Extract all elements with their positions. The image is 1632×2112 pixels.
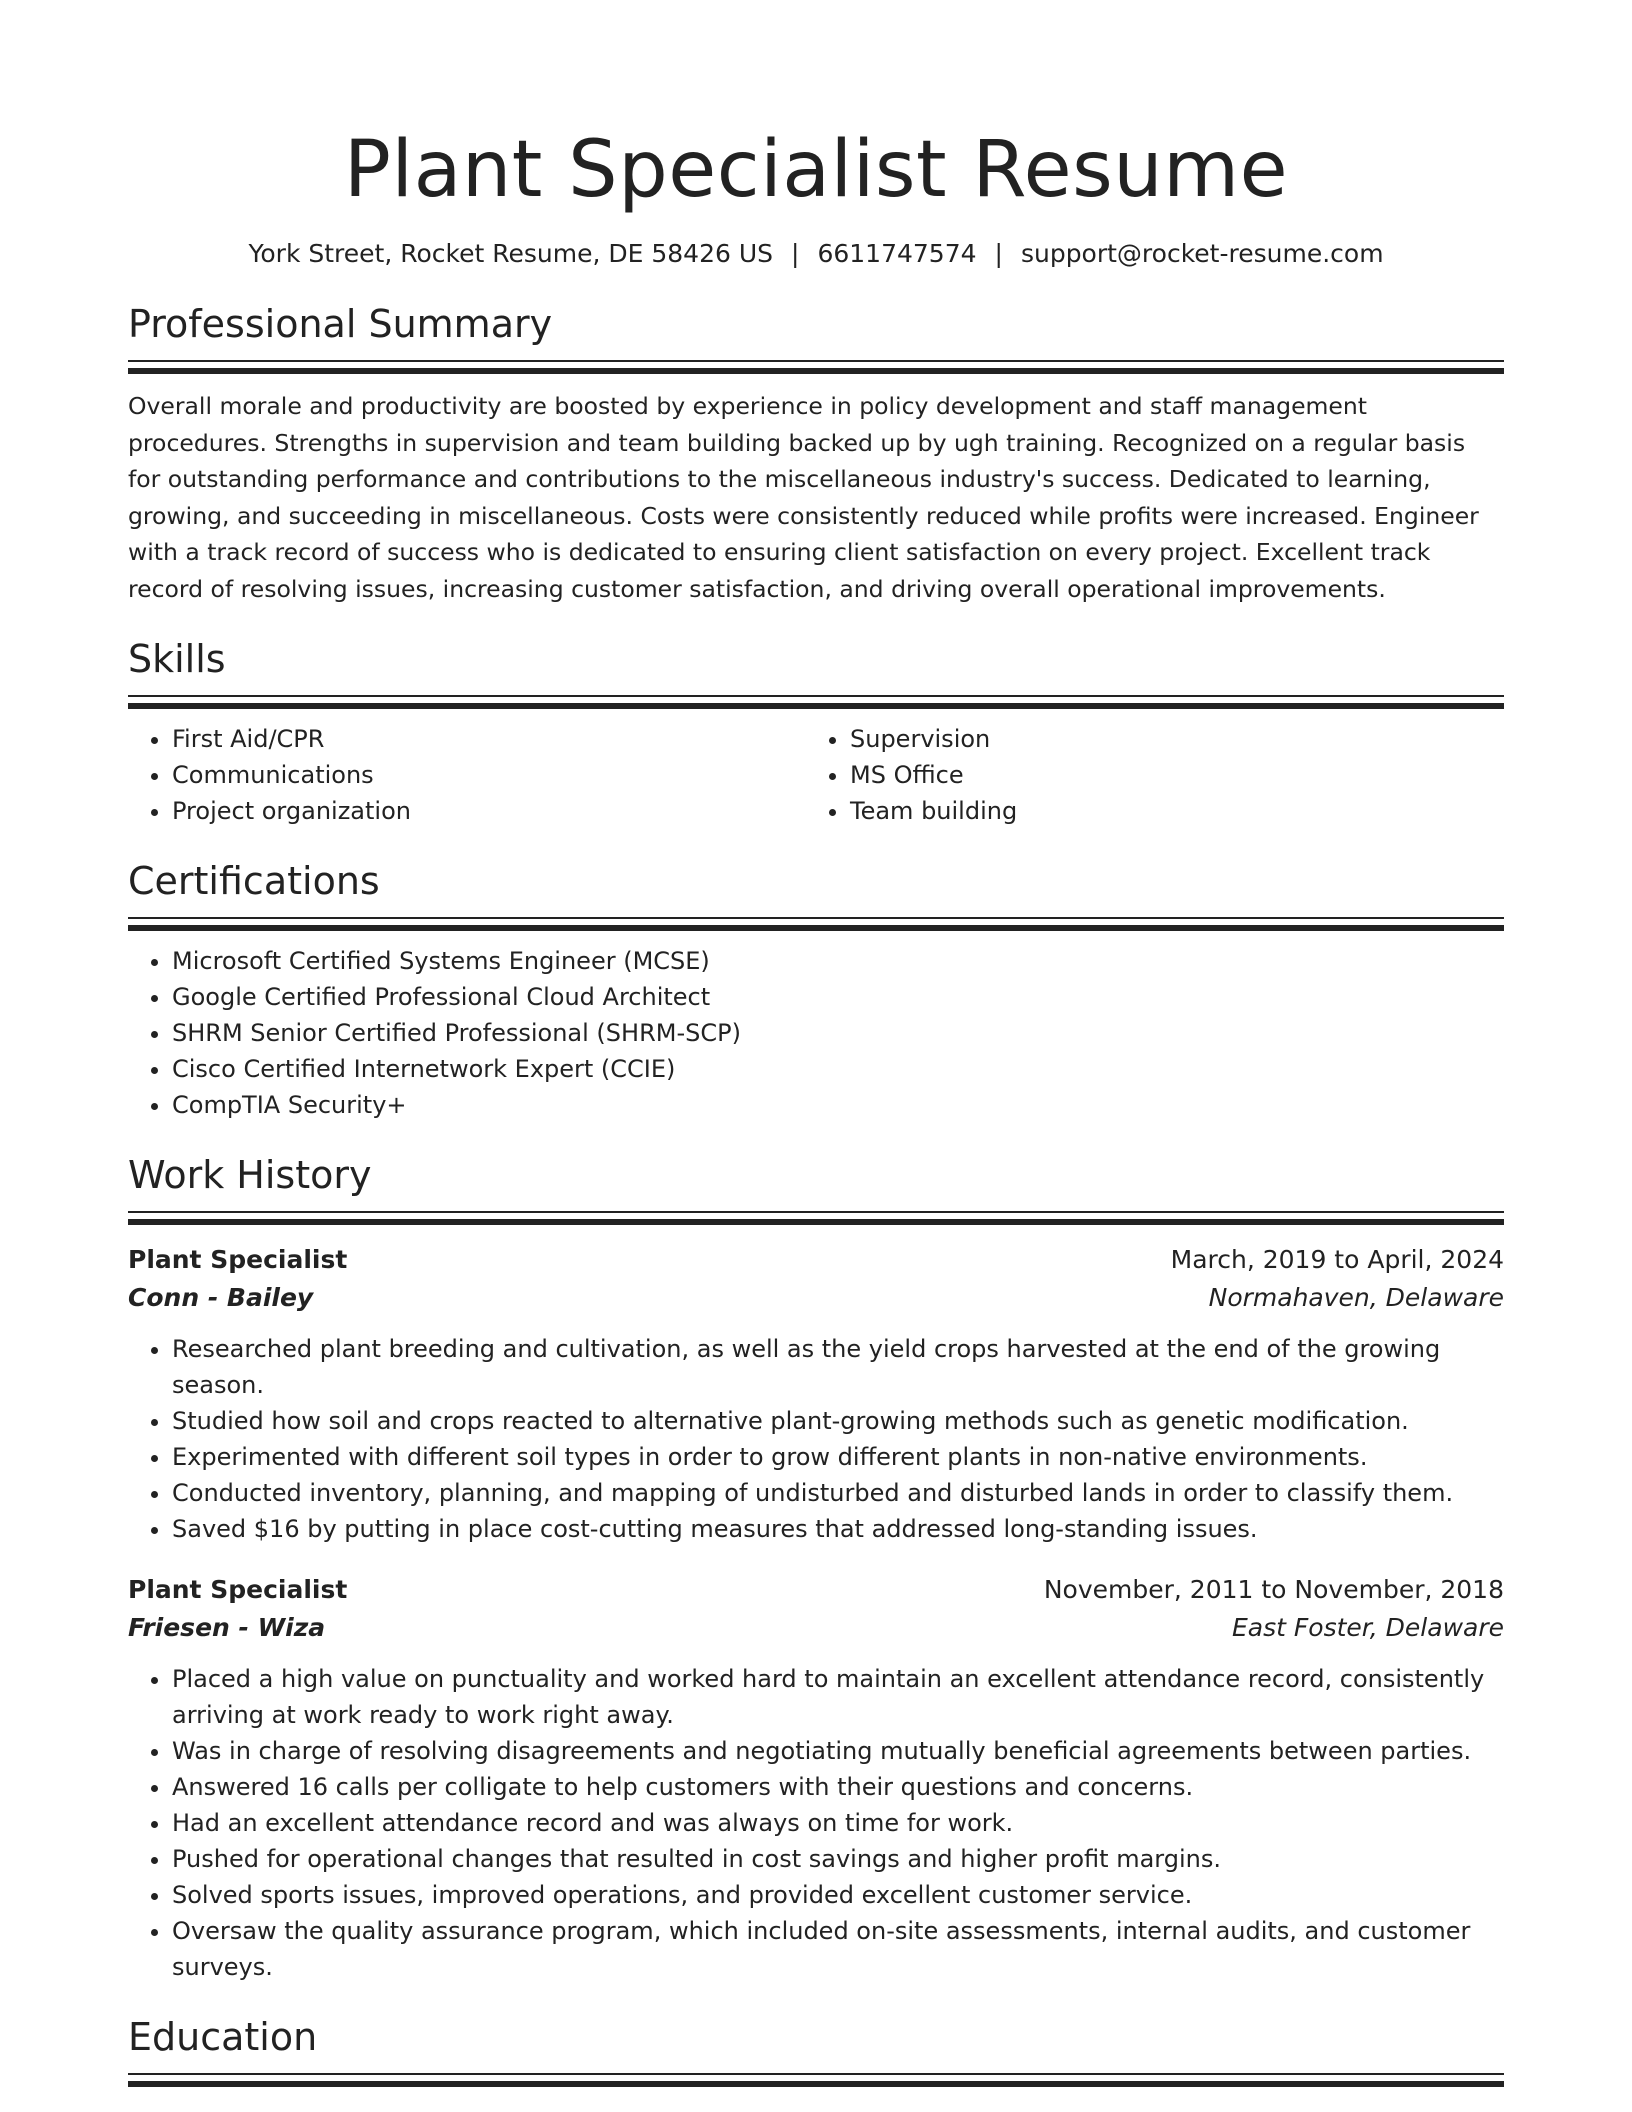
contact-line: [128, 238, 1504, 270]
certification-item: • Cisco Certified Internetwork Expert (CCIE): [172, 1051, 1504, 1087]
section-divider: [128, 2073, 1504, 2087]
certifications-heading: Certifications: [128, 859, 380, 903]
job-bullets: [128, 1661, 1504, 1985]
skill-item: • Project organization: [172, 793, 806, 829]
certifications-section: [128, 855, 1504, 1123]
education-section: [128, 2011, 1504, 2087]
job-dates: November, 2011 to November, 2018: [1043, 1575, 1504, 1604]
job-header: [128, 1241, 1504, 1279]
contact-phone: 6611747574: [817, 239, 977, 268]
job-bullet: • Conducted inventory, planning, and mapping of undisturbed and disturbed lands in order to classify them.: [172, 1475, 1504, 1511]
certification-item: • Microsoft Certified Systems Engineer (MCSE): [172, 943, 1504, 979]
skill-item: • Team building: [850, 793, 1484, 829]
job-bullet: • Saved $16 by putting in place cost-cutting measures that addressed long-standing issues.: [172, 1511, 1504, 1547]
job-bullet: • Had an excellent attendance record and was always on time for work.: [172, 1805, 1504, 1841]
certification-item: • CompTIA Security+: [172, 1087, 1504, 1123]
job-title: Plant Specialist: [128, 1575, 348, 1604]
skill-item: • Supervision: [850, 721, 1484, 757]
resume-title: Plant Specialist Resume: [343, 125, 1289, 215]
section-divider: [128, 917, 1504, 931]
skills-list-right: [806, 721, 1484, 829]
job-bullet: • Solved sports issues, improved operations, and provided excellent customer service.: [172, 1877, 1504, 1913]
job-bullet: • Placed a high value on punctuality and worked hard to maintain an excellent attendance record, consistently arriving at work ready to work right away.: [172, 1661, 1504, 1733]
skill-item: • MS Office: [850, 757, 1484, 793]
job-entry: [128, 1241, 1504, 1547]
job-bullet: • Answered 16 calls per colligate to help customers with their questions and concerns.: [172, 1769, 1504, 1805]
skill-item: • First Aid/CPR: [172, 721, 806, 757]
contact-separator: |: [994, 239, 1003, 268]
work-history-heading: Work History: [128, 1153, 372, 1197]
job-bullet: • Researched plant breeding and cultivation, as well as the yield crops harvested at the end of the growing season.: [172, 1331, 1504, 1403]
job-dates: March, 2019 to April, 2024: [1170, 1245, 1504, 1274]
summary-text: Overall morale and productivity are boosted by experience in policy development and staff management procedures. Strengths in supervision and team building backed up by ugh training. Recognized on a regular basis for outstanding performance and contributions to the miscellaneous industry's success. Dedicated to learning, growing, and succeeding in miscellaneous. Costs were consistently reduced while profits were increased. Engineer with a track record of success who is dedicated to ensuring client satisfaction on every project. Excellent track record of resolving issues, increasing customer satisfaction, and driving overall operational improvements.: [128, 392, 1479, 603]
job-entry: [128, 1571, 1504, 1985]
contact-address: York Street, Rocket Resume, DE 58426 US: [248, 239, 774, 268]
certification-item: • Google Certified Professional Cloud Architect: [172, 979, 1504, 1015]
section-divider: [128, 360, 1504, 374]
education-heading: Education: [128, 2015, 318, 2059]
contact-email[interactable]: support@rocket-resume.com: [1020, 239, 1384, 268]
skill-item: • Communications: [172, 757, 806, 793]
work-history-section: [128, 1149, 1504, 1985]
job-location: East Foster, Delaware: [1232, 1613, 1504, 1642]
summary-heading: Professional Summary: [128, 302, 553, 346]
job-header: [128, 1571, 1504, 1609]
section-divider: [128, 695, 1504, 709]
certifications-list: [128, 943, 1504, 1123]
job-subheader: [128, 1609, 1504, 1647]
job-title: Plant Specialist: [128, 1245, 348, 1274]
job-bullet: • Experimented with different soil types in order to grow different plants in non-native environments.: [172, 1439, 1504, 1475]
skills-heading: Skills: [128, 637, 226, 681]
job-bullet: • Studied how soil and crops reacted to alternative plant-growing methods such as genetic modification.: [172, 1403, 1504, 1439]
certification-item: • SHRM Senior Certified Professional (SHRM-SCP): [172, 1015, 1504, 1051]
skills-list-left: [128, 721, 806, 829]
section-divider: [128, 1211, 1504, 1225]
skills-section: [128, 633, 1504, 829]
job-bullet: • Oversaw the quality assurance program, which included on-site assessments, internal audits, and customer surveys.: [172, 1913, 1504, 1985]
job-company: Friesen - Wiza: [128, 1613, 326, 1642]
summary-section: [128, 298, 1504, 607]
job-bullets: [128, 1331, 1504, 1547]
contact-separator: |: [791, 239, 800, 268]
job-company: Conn - Bailey: [128, 1283, 314, 1312]
job-bullet: • Pushed for operational changes that resulted in cost savings and higher profit margins.: [172, 1841, 1504, 1877]
skills-grid: [128, 721, 1504, 829]
job-subheader: [128, 1279, 1504, 1317]
resume-page: [128, 120, 1504, 2087]
job-location: Normahaven, Delaware: [1208, 1283, 1504, 1312]
job-bullet: • Was in charge of resolving disagreements and negotiating mutually beneficial agreements between parties.: [172, 1733, 1504, 1769]
